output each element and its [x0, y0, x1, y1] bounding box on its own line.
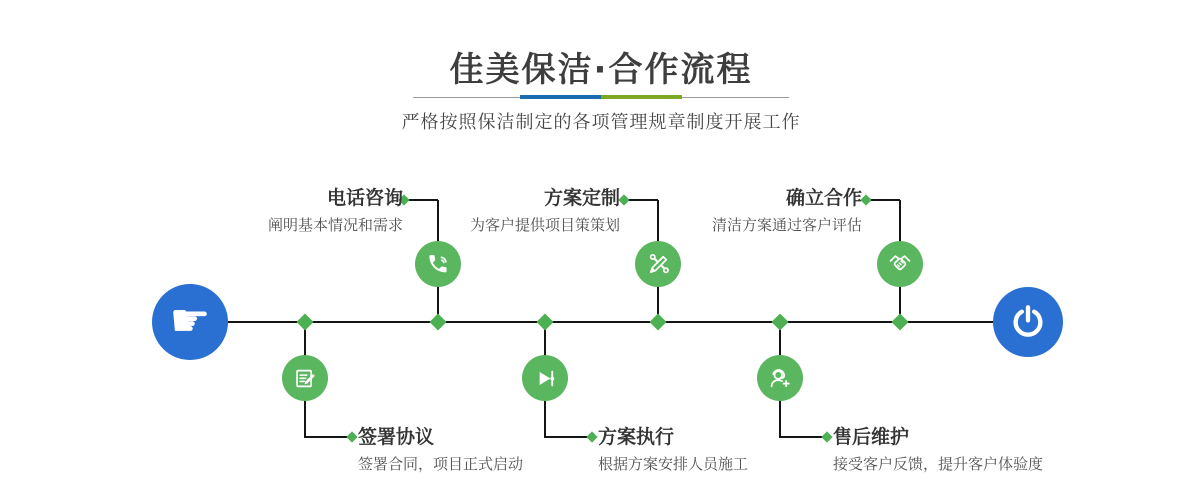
step-icon-circle: [415, 241, 461, 287]
connector-execute-h: [545, 436, 592, 438]
step-desc: 接受客户反馈，提升客户体验度: [833, 455, 1044, 473]
step-icon-circle: [522, 355, 568, 401]
pointing-hand-icon: ☛: [169, 293, 211, 347]
page-subtitle: 严格按照保洁制定的各项管理规章制度开展工作: [401, 112, 801, 133]
step-desc: 阐明基本情况和需求: [267, 216, 403, 234]
timeline-node: [892, 314, 909, 331]
play-execute-icon: [532, 365, 559, 392]
step-desc: 为客户提供项目策策划: [469, 216, 620, 234]
step-title: 方案执行: [598, 426, 675, 448]
step-desc: 签署合同，项目正式启动: [358, 455, 524, 473]
step-title: 签署协议: [358, 426, 435, 448]
phone-icon: [425, 251, 452, 278]
timeline-node: [430, 314, 447, 331]
step-desc: 清洁方案通过客户评估: [711, 216, 862, 234]
label-marker: [821, 431, 832, 442]
step-phone: [235, 186, 403, 236]
step-icon-circle: [635, 241, 681, 287]
step-title: 方案定制: [543, 187, 620, 209]
divider-green-segment: [601, 95, 682, 99]
label-marker: [860, 194, 871, 205]
step-title: 售后维护: [833, 426, 910, 448]
step-desc: 根据方案安排人员施工: [598, 455, 749, 473]
handshake-icon: [886, 250, 914, 278]
timeline-node: [537, 314, 554, 331]
step-handshake: [694, 186, 862, 236]
connector-sign-h: [305, 436, 352, 438]
power-icon: [1008, 302, 1048, 342]
label-marker: [346, 431, 357, 442]
step-aftersales: [833, 425, 1043, 475]
timeline-node: [650, 314, 667, 331]
step-title: 确立合作: [785, 187, 862, 209]
connector-aftersales-h: [780, 436, 827, 438]
label-marker: [618, 194, 629, 205]
step-icon-circle: [757, 355, 803, 401]
title-divider: [413, 95, 789, 99]
page-title: 佳美保洁·合作流程: [449, 50, 753, 90]
design-tools-icon: [645, 251, 672, 278]
timeline-node: [772, 314, 789, 331]
step-execute: [598, 425, 748, 475]
step-icon-circle: [282, 355, 328, 401]
step-icon-circle: [877, 241, 923, 287]
divider-blue-segment: [520, 95, 601, 99]
step-sign: [358, 425, 523, 475]
after-sales-service-icon: [766, 364, 794, 392]
step-title: 电话咨询: [326, 187, 403, 209]
end-node: [993, 287, 1063, 357]
label-marker: [586, 431, 597, 442]
step-design: [452, 186, 620, 236]
timeline-node: [297, 314, 314, 331]
start-node: [152, 284, 228, 360]
sign-contract-icon: [292, 365, 319, 392]
